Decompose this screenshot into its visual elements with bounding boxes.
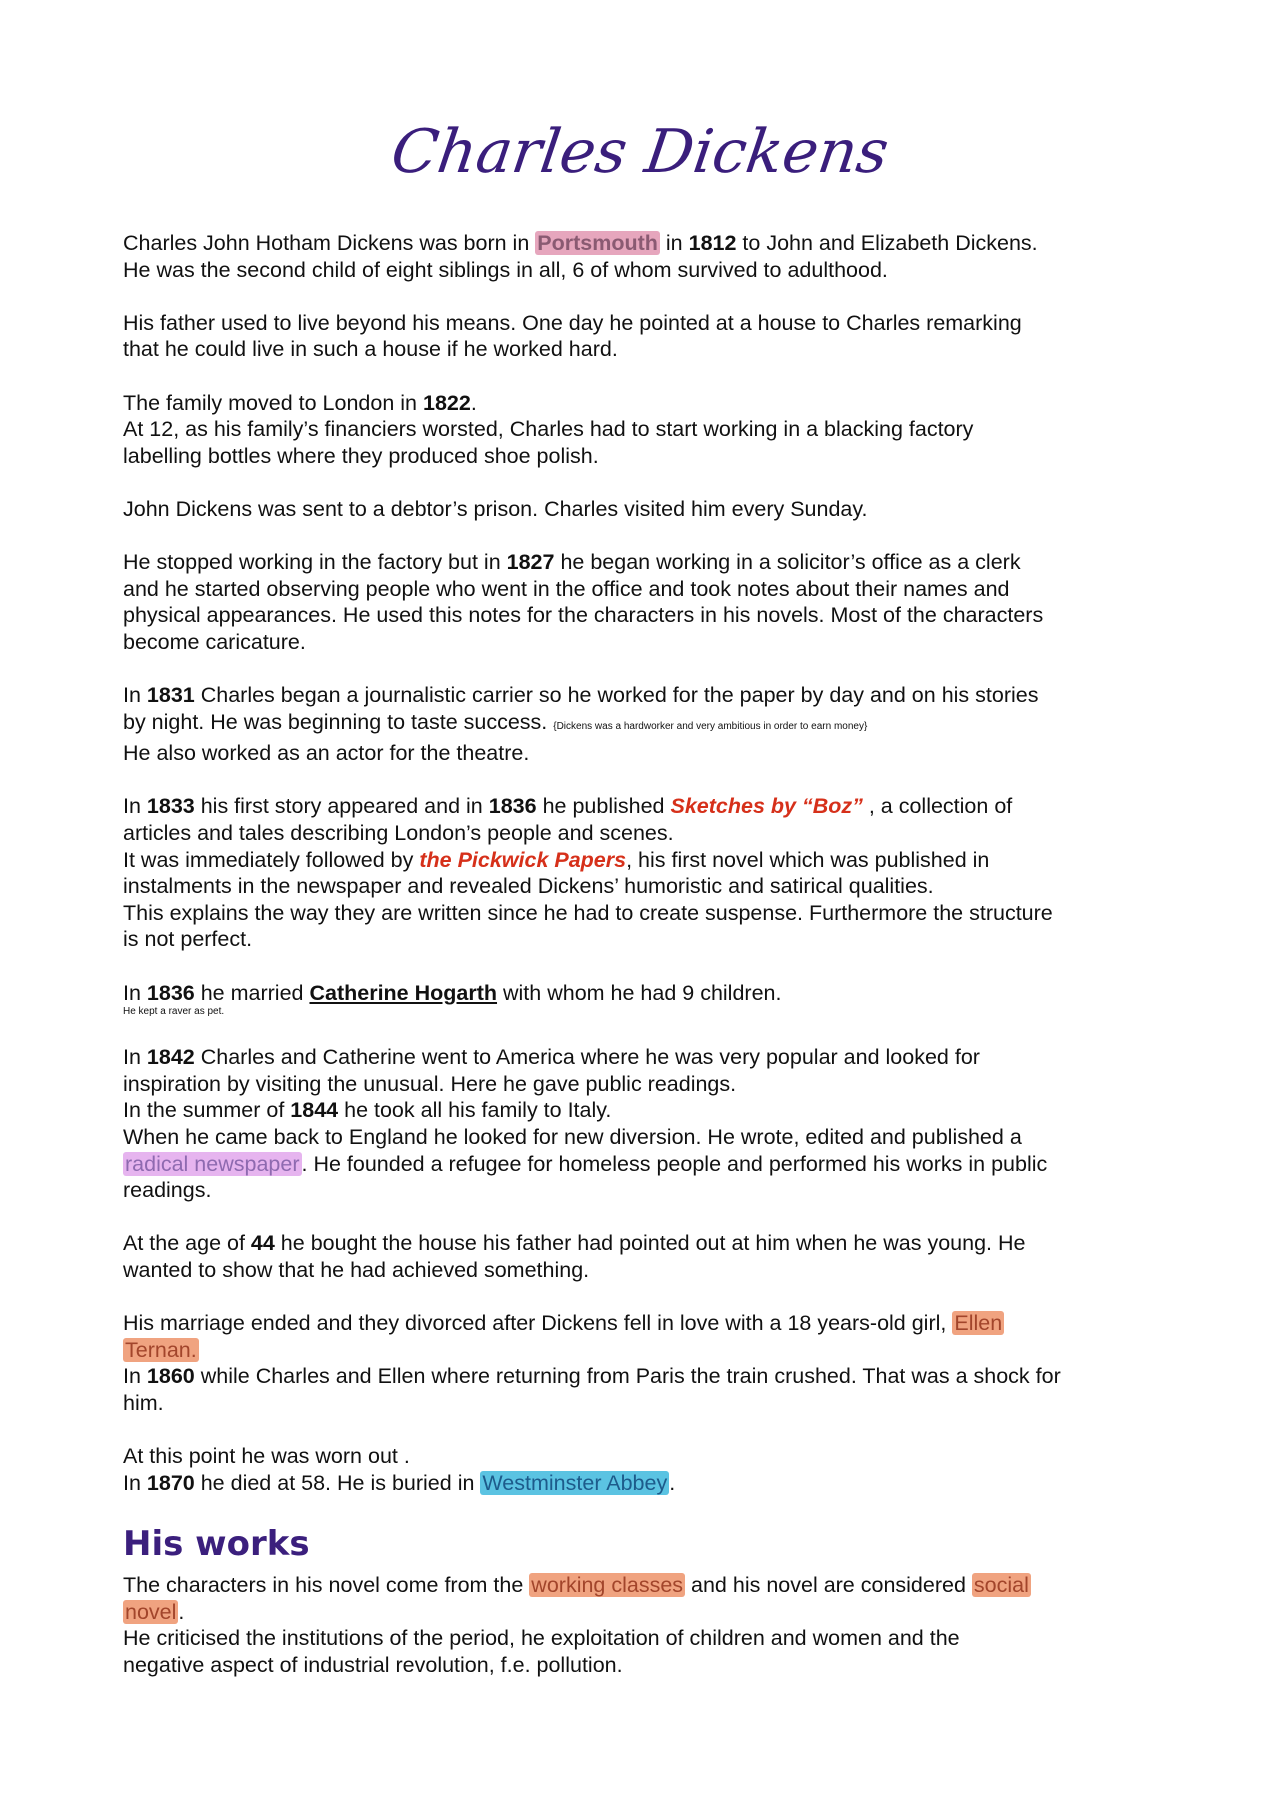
text-line [123,793,1183,820]
text-line: and he started observing people who went in the office and took notes about their names and [123,576,1010,601]
text-line: instalments in the newspaper and revealed Dickens’ humoristic and satirical qualities. [123,874,934,899]
year-bold: 1833 [146,794,195,819]
page-title: Charles Dickens [387,117,893,187]
paragraph-death [123,1443,1183,1496]
works-body [123,1572,1183,1678]
text-line: negative aspect of industrial revolution, f.e. pollution. [123,1652,623,1677]
wife-name: Catherine Hogarth [309,980,498,1005]
text: In [123,1045,147,1070]
text: he died at 58. He is buried in [194,1470,481,1495]
text: to John and Elizabeth Dickens. [736,231,1038,255]
text: he took all his family to Italy. [338,1098,612,1123]
text-line: that he could live in such a house if he worked hard. [123,337,618,362]
text: The family moved to London in [123,390,423,415]
text: In the summer of [123,1098,291,1123]
text-line: When he came back to England he looked for new diversion. He wrote, edited and published a [123,1125,1022,1149]
year-bold: 1870 [146,1470,195,1495]
text: . [669,1470,676,1495]
text: he published [536,794,671,819]
text-line: This explains the way they are written since he had to create suspense. Furthermore the structure [123,900,1053,925]
text-line: At this point he was worn out . [123,1444,410,1469]
text: Charles John Hotham Dickens was born in [123,231,536,255]
text: his first story appeared and in [194,794,489,819]
text-line: inspiration by visiting the unusual. Here he gave public readings. [123,1071,737,1096]
highlight-portsmouth: Portsmouth [537,231,658,255]
year-bold: 1836 [488,794,537,819]
text: The characters in his novel come from the [123,1573,530,1597]
text: In [123,683,147,708]
paragraph-house [123,1230,1183,1283]
text-line: physical appearances. He used this notes for the characters in his novels. Most of the characters [123,603,1044,628]
text-line: articles and tales describing London’s people and scenes. [123,821,674,846]
paragraph-birth [123,230,1183,283]
text-line [123,549,1183,576]
highlight-social: social [973,1573,1029,1597]
paragraph-journalism [123,682,1183,767]
year-bold: 1844 [290,1098,339,1123]
highlight-novel: novel [125,1599,177,1624]
section-heading-works: His works [123,1524,310,1564]
paragraph-prison [123,496,1183,523]
text-line: At 12, as his family’s financiers worsted, Charles had to start working in a blacking factory [123,417,974,442]
paragraph-london [123,390,1183,470]
highlight-working-classes: working classes [531,1573,684,1597]
text: . He founded a refugee for homeless people and performed his works in public [301,1151,1048,1176]
text: He stopped working in the factory but in [123,550,507,575]
text-line: is not perfect. [123,927,253,952]
paragraph-father [123,310,1183,363]
text: while Charles and Ellen where returning from Paris the train crushed. That was a shock for [194,1364,1061,1389]
text: In [123,794,147,819]
text: . [178,1599,185,1624]
text-line [123,1363,1183,1390]
text-line: wanted to show that he had achieved something. [123,1257,590,1282]
text-line [123,1151,1183,1178]
highlight-ellen: Ellen [954,1311,1003,1336]
text: by night. He was beginning to taste success. [123,709,554,734]
text-line: He also worked as an actor for the theatre. [123,741,530,766]
highlight-ternan: Ternan. [125,1337,197,1362]
paragraph-publications [123,793,1183,953]
text: Charles and Catherine went to America where he was very popular and looked for [194,1045,980,1070]
text: . [470,390,477,415]
text: in [659,231,689,255]
text: he began working in a solicitor’s office as a clerk [554,550,1021,575]
text: , his first novel which was published in [626,847,990,872]
text: and his novel are considered [685,1573,972,1597]
text: In [123,980,147,1005]
text-line: labelling bottles where they produced shoe polish. [123,443,599,468]
text-line [123,980,1183,1007]
text-line: His father used to live beyond his means. One day he pointed at a house to Charles remarking [123,310,1022,335]
text: he married [194,980,310,1005]
text-line: readings. [123,1178,212,1203]
text-line [123,1337,1183,1364]
text: In [123,1470,147,1495]
text: he bought the house his father had pointed out at him when he was young. He [274,1231,1026,1256]
text-line [123,847,1183,874]
small-note: {Dickens was a hardworker and very ambitious in order to earn money} [553,720,868,732]
paragraph-travels [123,1044,1183,1204]
year-bold: 1822 [422,390,471,415]
paragraph-marriage [123,980,1183,1019]
text: with whom he had 9 children. [497,980,782,1005]
year-bold: 1842 [146,1045,195,1070]
text-line [123,1572,1183,1599]
work-title-sketches: Sketches by “Boz” [670,794,863,819]
age-bold: 44 [250,1231,275,1256]
text-line [123,230,1183,257]
text-line: him. [123,1390,164,1415]
text-line [123,1599,1183,1626]
text: , a collection of [862,794,1013,819]
text: At the age of [123,1231,251,1256]
text-line: become caricature. [123,629,306,654]
text-line [123,709,1183,741]
year-bold: 1836 [146,980,195,1005]
text-line: John Dickens was sent to a debtor’s prison. Charles visited him every Sunday. [123,496,868,521]
year-bold: 1831 [146,683,195,708]
text: It was immediately followed by [123,847,420,872]
highlight-westminster-abbey: Westminster Abbey [482,1470,668,1495]
text-line [123,1470,1183,1497]
text: Charles began a journalistic carrier so he worked for the paper by day and on his stories [194,683,1039,708]
paragraph-clerk [123,549,1183,655]
text-line [123,1230,1183,1257]
text-line: He was the second child of eight siblings in all, 6 of whom survived to adulthood. [123,257,888,282]
text-line: He criticised the institutions of the period, he exploitation of children and women and the [123,1626,960,1651]
text: In [123,1364,147,1389]
year-bold: 1827 [506,550,555,575]
biography-body [123,230,1183,1523]
text-line [123,1044,1183,1071]
text-line [123,1097,1183,1124]
year-bold: 1860 [146,1364,195,1389]
text-line [123,682,1183,709]
highlight-radical-newspaper: radical newspaper [125,1151,300,1176]
text-line [123,1310,1183,1337]
year-bold: 1812 [688,231,737,255]
paragraph-divorce [123,1310,1183,1416]
text: His marriage ended and they divorced after Dickens fell in love with a 18 years-old girl, [123,1311,953,1336]
small-note: He kept a raver as pet. [123,1006,225,1018]
work-title-pickwick: the Pickwick Papers [419,847,627,872]
text-line [123,390,1183,417]
